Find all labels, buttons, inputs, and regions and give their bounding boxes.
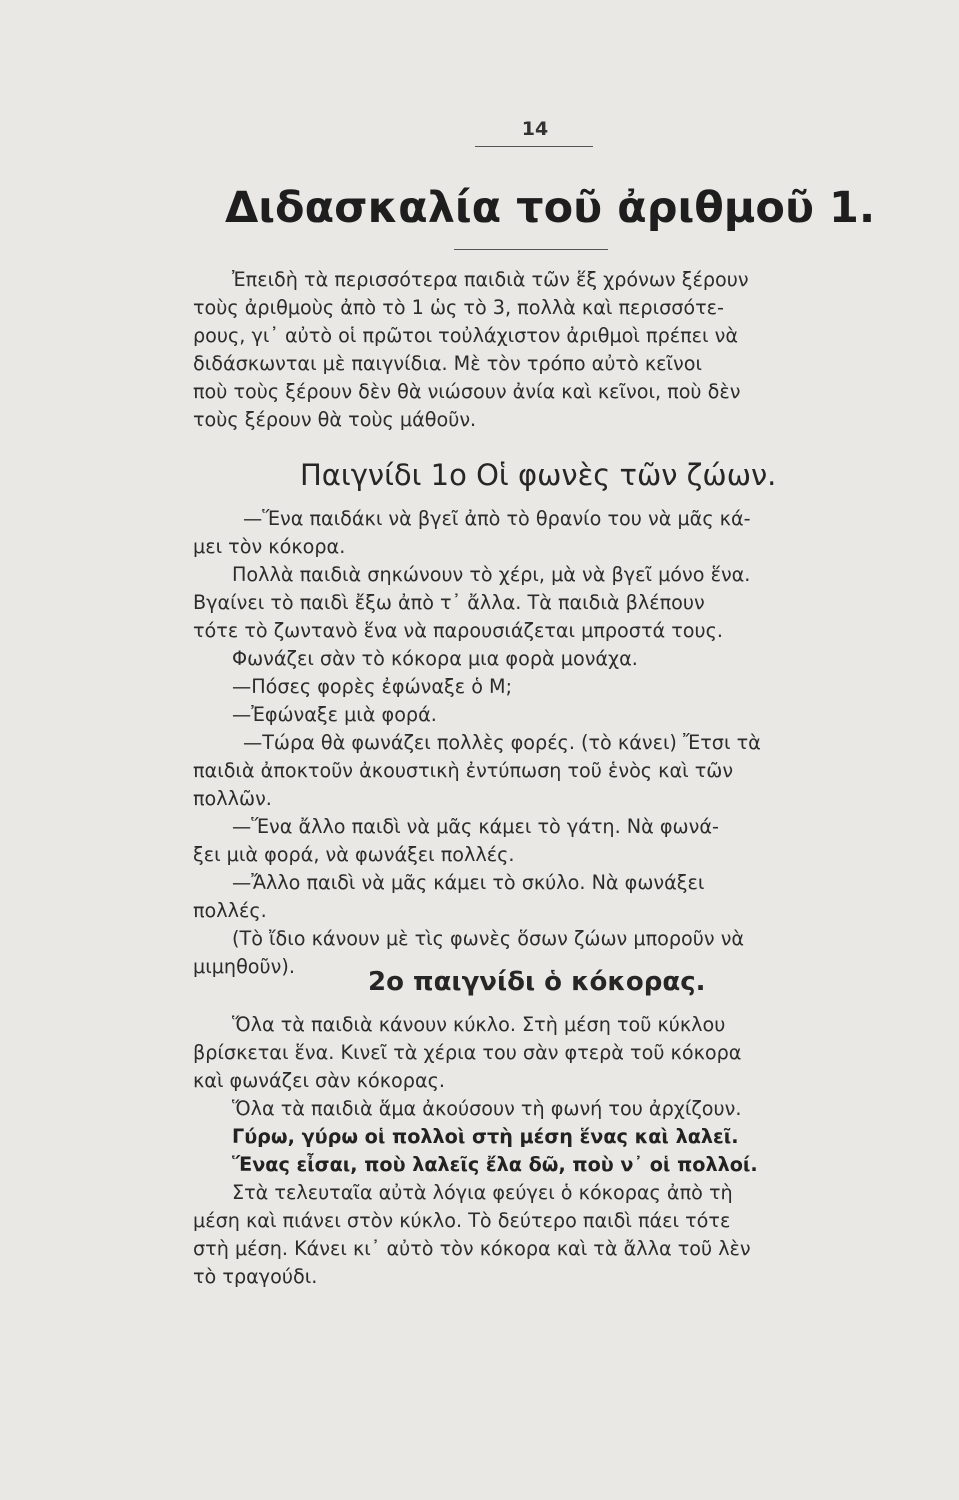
game1-line: (Τὸ ἴδιο κάνουν μὲ τὶς φωνὲς ὅσων ζώων μποροῦν νὰ — [232, 927, 745, 950]
intro-line: διδάσκωνται μὲ παιγνίδια. Μὲ τὸν τρόπο αὐτὸ κεῖνοι — [193, 352, 702, 375]
game2-line: βρίσκεται ἕνα. Κινεῖ τὰ χέρια του σὰν φτερὰ τοῦ κόκορα — [193, 1041, 742, 1064]
divider-top — [475, 146, 593, 147]
game1-line: —Ἕνα ἄλλο παιδὶ νὰ μᾶς κάμει τὸ γάτη. Νὰ φωνά- — [232, 815, 719, 838]
game2-line: Στὰ τελευταῖα αὐτὰ λόγια φεύγει ὁ κόκορας ἀπὸ τὴ — [232, 1181, 733, 1204]
song-verse-line: Ἕνας εἶσαι, ποὺ λαλεῖς ἔλα δῶ, ποὺ ν᾽ οἱ πολλοί. — [232, 1153, 758, 1176]
game2-line: καὶ φωνάζει σὰν κόκορας. — [193, 1069, 445, 1092]
game1-line: παιδιὰ ἀποκτοῦν ἀκουστικὴ ἐντύπωση τοῦ ἑνὸς καὶ τῶν — [193, 759, 734, 782]
game1-line: —Τώρα θὰ φωνάζει πολλὲς φορές. (τὸ κάνει) Ἔτσι τὰ — [243, 731, 761, 754]
section-heading-game-1: Παιγνίδι 1ο Οἱ φωνὲς τῶν ζώων. — [300, 458, 777, 492]
song-verse-line: Γύρω, γύρω οἱ πολλοὶ στὴ μέση ἕνας καὶ λαλεῖ. — [232, 1125, 739, 1148]
game1-line: —Ἄλλο παιδὶ νὰ μᾶς κάμει τὸ σκύλο. Νὰ φωνάξει — [232, 871, 705, 894]
game1-line: μιμηθοῦν). — [193, 955, 295, 978]
page-number: 14 — [521, 118, 549, 140]
game1-line: τότε τὸ ζωντανὸ ἕνα νὰ παρουσιάζεται μπροστά τους. — [193, 619, 723, 642]
chapter-title: Διδασκαλία τοῦ ἀριθμοῦ 1. — [225, 183, 876, 233]
game2-line: Ὅλα τὰ παιδιὰ κάνουν κύκλο. Στὴ μέση τοῦ κύκλου — [232, 1013, 726, 1036]
game1-line: —Ἕνα παιδάκι νὰ βγεῖ ἀπὸ τὸ θρανίο του νὰ μᾶς κά- — [243, 507, 751, 530]
game1-line: ξει μιὰ φορά, νὰ φωνάξει πολλές. — [193, 843, 515, 866]
game1-line: μει τὸν κόκορα. — [193, 535, 346, 558]
game2-line: μέση καὶ πιάνει στὸν κύκλο. Τὸ δεύτερο παιδὶ πάει τότε — [193, 1209, 731, 1232]
game2-line: τὸ τραγούδι. — [193, 1265, 318, 1288]
section-heading-game-2: 2ο παιγνίδι ὁ κόκορας. — [368, 967, 706, 997]
game1-line: Βγαίνει τὸ παιδὶ ἔξω ἀπὸ τ᾽ ἄλλα. Τὰ παιδιὰ βλέπουν — [193, 591, 705, 614]
game2-line: Ὅλα τὰ παιδιὰ ἅμα ἀκούσουν τὴ φωνή του ἀρχίζουν. — [232, 1097, 742, 1120]
game1-line: Πολλὰ παιδιὰ σηκώνουν τὸ χέρι, μὰ νὰ βγεῖ μόνο ἕνα. — [232, 563, 751, 586]
divider-under-title — [454, 249, 608, 250]
game1-line: Φωνάζει σὰν τὸ κόκορα μια φορὰ μονάχα. — [232, 647, 638, 670]
intro-line: ρους, γι᾽ αὐτὸ οἱ πρῶτοι τοὐλάχιστον ἀριθμοὶ πρέπει νὰ — [193, 324, 738, 347]
intro-line: τοὺς ἀριθμοὺς ἀπὸ τὸ 1 ὡς τὸ 3, πολλὰ καὶ περισσότε- — [193, 296, 724, 319]
game2-line: στὴ μέση. Κάνει κι᾽ αὐτὸ τὸν κόκορα καὶ τὰ ἄλλα τοῦ λὲν — [193, 1237, 751, 1260]
game1-line: —Ἐφώναξε μιὰ φορά. — [232, 703, 437, 726]
game1-line: πολλῶν. — [193, 787, 272, 810]
game1-line: —Πόσες φορὲς ἐφώναξε ὁ Μ; — [232, 675, 513, 698]
intro-line: τοὺς ξέρουν θὰ τοὺς μάθοῦν. — [193, 408, 477, 431]
game1-line: πολλές. — [193, 899, 267, 922]
intro-line: Ἐπειδὴ τὰ περισσότερα παιδιὰ τῶν ἕξ χρόνων ξέρουν — [232, 268, 749, 291]
intro-line: ποὺ τοὺς ξέρουν δὲν θὰ νιώσουν ἀνία καὶ κεῖνοι, ποὺ δὲν — [193, 380, 741, 403]
